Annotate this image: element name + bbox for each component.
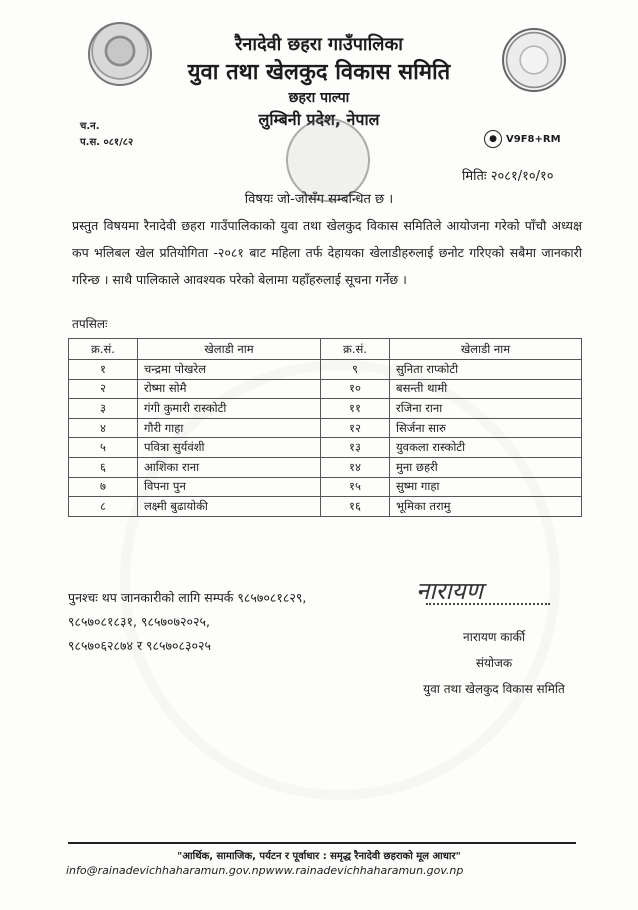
cha-no-label: च.न. [80, 121, 100, 132]
pa-sa-ref [80, 134, 133, 148]
player-table [68, 338, 582, 517]
committee-name: युवा तथा खेलकुद विकास समिति [187, 60, 451, 85]
col-serial-1: क्र.सं. [69, 339, 138, 360]
table-row [69, 457, 582, 477]
details-label: तपसिलः [72, 317, 108, 331]
serial-cell: २ [69, 379, 138, 399]
table-header-row [69, 339, 582, 360]
province-name: लुम्बिनी प्रदेश, नेपाल [258, 110, 380, 129]
player-name-cell: सुष्मा गाहा [390, 477, 582, 497]
table-row [69, 360, 582, 380]
player-name-cell: भूमिका तरामु [390, 497, 582, 517]
serial-cell: ६ [69, 457, 138, 477]
handwritten-signature: नारायण [416, 577, 483, 605]
player-name-cell: मुना छहरी [390, 457, 582, 477]
serial-cell: ४ [69, 418, 138, 438]
serial-cell: ८ [69, 497, 138, 517]
serial-cell: १४ [321, 457, 390, 477]
table-row [69, 379, 582, 399]
table-row [69, 477, 582, 497]
note-line-3: ९८५७०६२८७४ र ९८५७०८३०२५ [68, 638, 212, 653]
player-name-cell: पवित्रा सुर्यवंशी [138, 438, 321, 458]
player-name-cell: सिर्जना सारु [390, 418, 582, 438]
player-name-cell: बसन्ती थामी [390, 379, 582, 399]
serial-cell: १२ [321, 418, 390, 438]
signature-line [426, 603, 550, 605]
serial-cell: १ [69, 360, 138, 380]
district-name: छहरा पाल्पा [288, 90, 350, 106]
location-code [484, 130, 561, 148]
player-name-cell: युवकला रास्कोटी [390, 438, 582, 458]
contact-note [68, 586, 398, 658]
serial-cell: ९ [321, 360, 390, 380]
serial-cell: ३ [69, 399, 138, 419]
player-name-cell: आशिका राना [138, 457, 321, 477]
player-name-cell: विपना पुन [138, 477, 321, 497]
serial-cell: ५ [69, 438, 138, 458]
date-value: २०८१/१०/१० [490, 169, 554, 184]
subject-line: विषयः जो-जोसँग सम्बन्धित छ । [244, 192, 394, 207]
footer-divider [68, 842, 576, 844]
serial-cell: १६ [321, 497, 390, 517]
table-row [69, 418, 582, 438]
serial-cell: ७ [69, 477, 138, 497]
player-name-cell: सुनिता राप्कोटी [390, 360, 582, 380]
date-label: मितिः [462, 169, 487, 184]
location-code-text: V9F8+RM [506, 133, 561, 145]
footer-tagline: "आर्थिक, सामाजिक, पर्यटन र पूर्वाधार : समृद्ध रैनादेवी छहराको मूल आधार" [177, 851, 461, 862]
col-name-2: खेलाडी नाम [390, 339, 582, 360]
signatory-title: संयोजक [475, 656, 513, 670]
table-row [69, 497, 582, 517]
signatory-name: नारायण कार्की [463, 630, 525, 644]
col-name-1: खेलाडी नाम [138, 339, 321, 360]
player-name-cell: रजिना राना [390, 399, 582, 419]
municipality-name: रैनादेवी छहरा गाउँपालिका [235, 34, 403, 55]
player-name-cell: लक्ष्मी बुढायोकी [138, 497, 321, 517]
body-paragraph: प्रस्तुत विषयमा रैनादेवी छहरा गाउँपालिकाको युवा तथा खेलकुद विकास समितिले आयोजना गरेको पाँचौ अध्यक्ष कप भलिबल खेल प्रतियोगिता -२०८१ बाट महिला तर्फ देहायका खेलाडीहरुलाई छनोट गरिएको सबैमा जानकारी गरिन्छ । साथै पालिकाले आवश्यक परेको बेलामा यहाँहरुलाई सूचना गर्नेछ । [72, 218, 582, 287]
note-line-2: ९८५७०८१८३१, ९८५७०७२०२५, [68, 614, 210, 629]
player-name-cell: चन्द्रमा पोखरेल [138, 360, 321, 380]
player-name-cell: रोष्मा सोमै [138, 379, 321, 399]
serial-cell: १० [321, 379, 390, 399]
serial-cell: १३ [321, 438, 390, 458]
signatory-org: युवा तथा खेलकुद विकास समिति [423, 682, 565, 696]
serial-cell: ११ [321, 399, 390, 419]
pa-sa-value: ०८१/८२ [103, 137, 134, 148]
letter-date [462, 166, 554, 184]
player-name-cell: गौरी गाहा [138, 418, 321, 438]
pa-sa-label: प.स. [80, 137, 101, 148]
table-row [69, 399, 582, 419]
table-row [69, 438, 582, 458]
col-serial-2: क्र.सं. [321, 339, 390, 360]
serial-cell: १५ [321, 477, 390, 497]
map-pin-icon: ● [484, 130, 502, 148]
note-line-1: पुनश्चः थप जानकारीको लागि सम्पर्क ९८५७०८१८२९, [68, 590, 307, 605]
footer-contact: info@rainadevichhaharamun.gov.npwww.rainadevichhaharamun.gov.np [66, 864, 464, 877]
player-name-cell: गंगी कुमारी रास्कोटी [138, 399, 321, 419]
